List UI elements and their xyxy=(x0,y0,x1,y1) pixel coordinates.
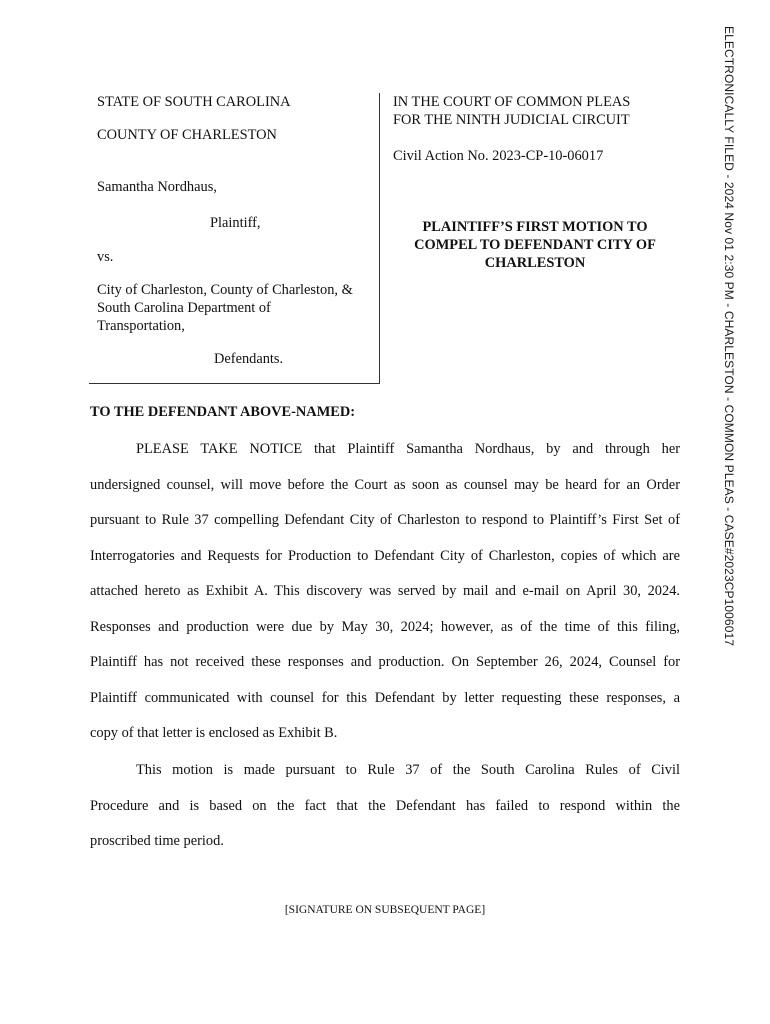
paragraph-line: copy of that letter is enclosed as Exhibit B. xyxy=(90,725,338,741)
caption-horizontal-divider xyxy=(89,383,380,384)
defendants-line-1: City of Charleston, County of Charleston, & xyxy=(97,282,353,298)
motion-title-line-3: CHARLESTON xyxy=(484,255,586,271)
electronic-filing-stamp: ELECTRONICALLY FILED - 2024 Nov 01 2:30 PM - CHARLESTON - COMMON PLEAS - CASE#2023CP1006017 xyxy=(722,26,736,647)
paragraph-line: pursuant to Rule 37 compelling Defendant City of Charleston to respond to Plaintiff’s First Set of xyxy=(90,512,680,528)
paragraph-line: Responses and production were due by May 30, 2024; however, as of the time of this filing, xyxy=(90,619,680,635)
plaintiff-name: Samantha Nordhaus, xyxy=(97,179,217,195)
paragraph-line: PLEASE TAKE NOTICE that Plaintiff Samantha Nordhaus, by and through her xyxy=(136,441,680,457)
paragraph-line: Plaintiff communicated with counsel for this Defendant by letter requesting these responses, a xyxy=(90,690,680,706)
motion-title-line-2: COMPEL TO DEFENDANT CITY OF xyxy=(414,237,656,253)
paragraph-line: attached hereto as Exhibit A. This discovery was served by mail and e-mail on April 30, 2024. xyxy=(90,583,680,599)
paragraph-line: proscribed time period. xyxy=(90,833,224,849)
paragraph-line: This motion is made pursuant to Rule 37 of the South Carolina Rules of Civil xyxy=(136,762,680,778)
paragraph-line: Plaintiff has not received these responses and production. On September 26, 2024, Counsel for xyxy=(90,654,680,670)
civil-action-number: Civil Action No. 2023-CP-10-06017 xyxy=(393,148,604,164)
motion-title xyxy=(392,218,678,272)
salutation: TO THE DEFENDANT ABOVE-NAMED: xyxy=(90,404,356,420)
defendants-line-3: Transportation, xyxy=(97,318,185,334)
court-line-2: FOR THE NINTH JUDICIAL CIRCUIT xyxy=(393,112,630,128)
paragraph-line: Interrogatories and Requests for Production to Defendant City of Charleston, copies of which are xyxy=(90,548,680,564)
paragraph-line: undersigned counsel, will move before the Court as soon as counsel may be heard for an Order xyxy=(90,477,680,493)
defendants-role: Defendants. xyxy=(214,351,284,367)
county-line: COUNTY OF CHARLESTON xyxy=(97,127,277,143)
court-line-1: IN THE COURT OF COMMON PLEAS xyxy=(393,94,631,110)
defendants-line-2: South Carolina Department of xyxy=(97,300,271,316)
paragraph-line: Procedure and is based on the fact that the Defendant has failed to respond within the xyxy=(90,798,680,814)
state-line: STATE OF SOUTH CAROLINA xyxy=(97,94,291,110)
versus-line: vs. xyxy=(97,249,114,265)
caption-vertical-divider xyxy=(379,93,380,383)
plaintiff-role: Plaintiff, xyxy=(210,215,261,231)
signature-note: [SIGNATURE ON SUBSEQUENT PAGE] xyxy=(284,904,486,916)
motion-title-line-1: PLAINTIFF’S FIRST MOTION TO xyxy=(422,219,648,235)
